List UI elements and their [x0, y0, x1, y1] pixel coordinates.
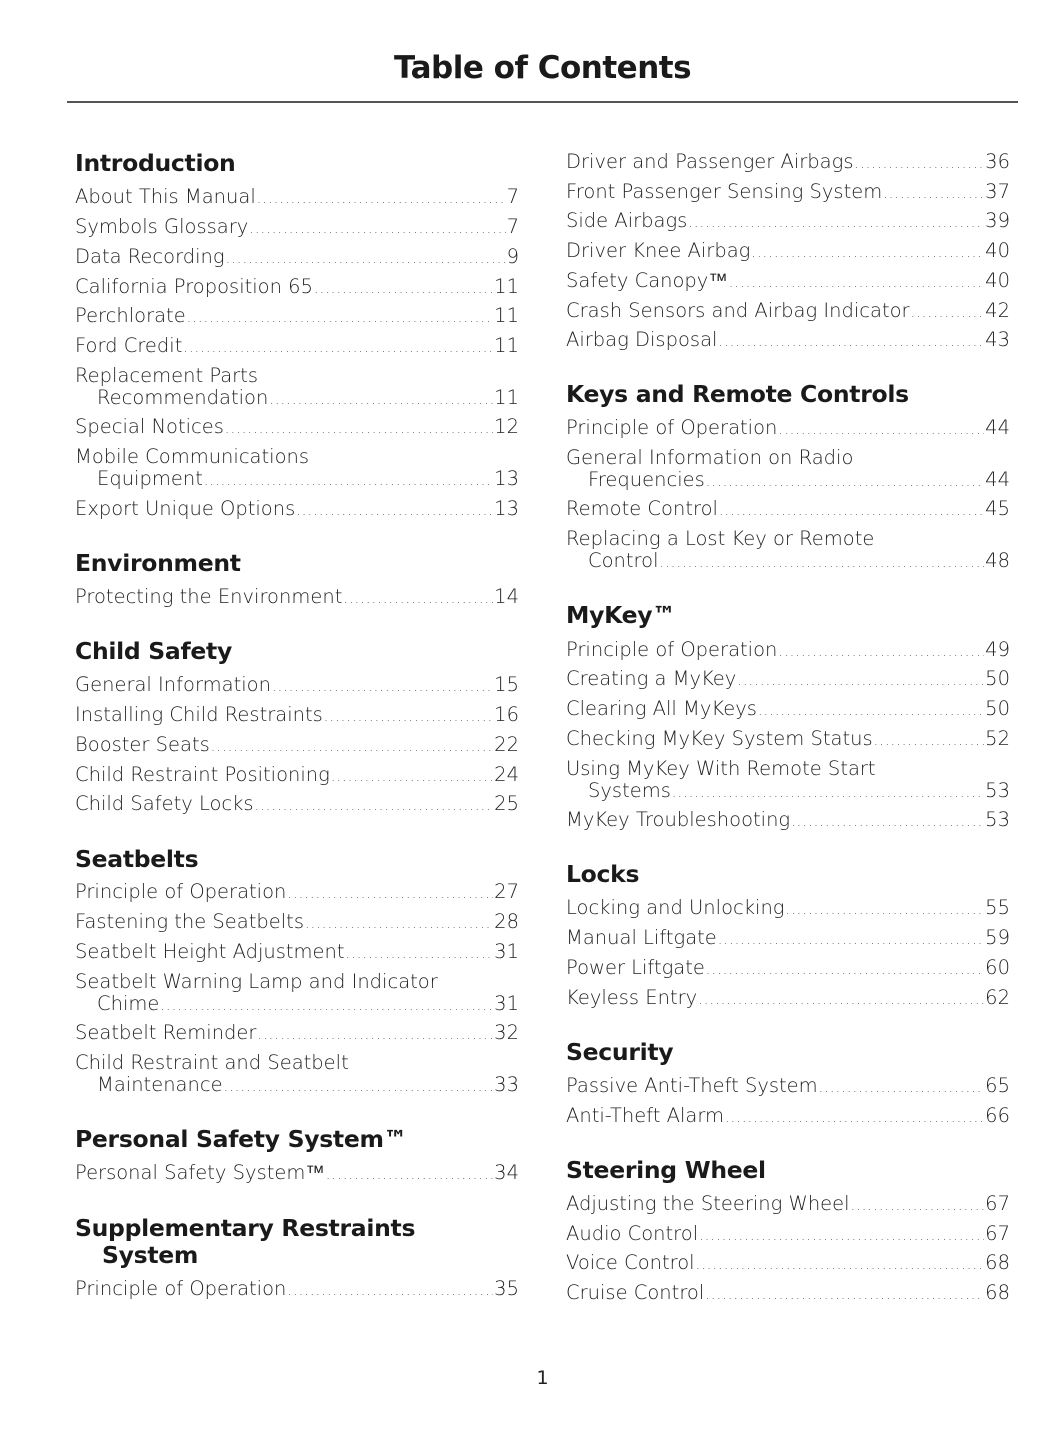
- toc-entry-page-number: 16: [494, 703, 519, 726]
- toc-entry-anti-theft-alarm[interactable]: [566, 1105, 1010, 1129]
- dot-leader: [698, 989, 984, 1011]
- toc-entry-replacement-parts-recommendation[interactable]: [75, 365, 519, 411]
- toc-entry-page-number: 50: [985, 697, 1010, 720]
- dot-leader: [672, 782, 984, 804]
- dot-leader: [346, 943, 494, 965]
- toc-entry-clearing-all-mykeys[interactable]: [566, 698, 1010, 722]
- toc-entry-page-number: 15: [494, 673, 519, 696]
- toc-entry-label: Crash Sensors and Airbag Indicator: [566, 299, 910, 322]
- toc-entry-page-number: 53: [985, 779, 1010, 802]
- toc-entry-symbols-glossary[interactable]: [75, 216, 519, 240]
- toc-entry-page-number: 52: [985, 727, 1010, 750]
- toc-entry-page-number: 62: [985, 986, 1010, 1009]
- toc-entry-general-information[interactable]: [75, 674, 519, 698]
- toc-entry-page-number: 49: [985, 638, 1010, 661]
- toc-entry-locking-and-unlocking[interactable]: [566, 897, 1010, 921]
- toc-entry-page-number: 53: [985, 808, 1010, 831]
- toc-entry-label: Using MyKey With Remote Start: [566, 757, 876, 780]
- title-divider: [67, 101, 1018, 103]
- dot-leader: [257, 188, 506, 210]
- dot-leader: [187, 307, 493, 329]
- toc-entry-label: Adjusting the Steering Wheel: [566, 1192, 850, 1215]
- toc-entry-page-number: 65: [985, 1074, 1010, 1097]
- toc-entry-page-number: 27: [494, 880, 519, 903]
- dot-leader: [257, 1024, 493, 1046]
- toc-entry-label: Seatbelt Warning Lamp and Indicator: [75, 970, 438, 993]
- section-heading-text: System: [102, 1241, 199, 1269]
- dot-leader: [343, 588, 493, 610]
- dot-leader: [854, 153, 984, 175]
- dot-leader: [737, 670, 984, 692]
- dot-leader: [911, 302, 985, 324]
- section-heading-child-safety: [75, 638, 232, 665]
- toc-entry-label: Ford Credit: [75, 334, 183, 357]
- toc-entry-mykey-troubleshooting[interactable]: [566, 809, 1010, 833]
- toc-entry-label: Checking MyKey System Status: [566, 727, 873, 750]
- toc-entry-remote-control[interactable]: [566, 498, 1010, 522]
- toc-entry-label: Protecting the Environment: [75, 585, 343, 608]
- toc-entry-label: Creating a MyKey: [566, 667, 737, 690]
- toc-entry-page-number: 67: [985, 1222, 1010, 1245]
- toc-entry-crash-sensors-and-airbag-indicator[interactable]: [566, 300, 1010, 324]
- dot-leader: [706, 471, 984, 493]
- toc-entry-label: Passive Anti-Theft System: [566, 1074, 818, 1097]
- dot-leader: [778, 641, 984, 663]
- toc-entry-page-number: 40: [985, 239, 1010, 262]
- toc-entry-page-number: 11: [494, 334, 519, 357]
- section-heading-text: Keys and Remote Controls: [566, 380, 909, 408]
- toc-entry-page-number: 48: [985, 549, 1010, 572]
- section-heading-seatbelts: [75, 846, 198, 873]
- toc-entry-label: Seatbelt Reminder: [75, 1021, 257, 1044]
- toc-entry-page-number: 14: [494, 585, 519, 608]
- dot-leader: [706, 959, 984, 981]
- toc-entry-label: Locking and Unlocking: [566, 896, 785, 919]
- dot-leader: [758, 700, 984, 722]
- dot-leader: [211, 736, 493, 758]
- toc-entry-page-number: 67: [985, 1192, 1010, 1215]
- toc-entry-fastening-the-seatbelts[interactable]: [75, 911, 519, 935]
- dot-leader: [296, 500, 493, 522]
- toc-entry-front-passenger-sensing-system[interactable]: [566, 181, 1010, 205]
- section-heading-steering-wheel: [566, 1157, 766, 1184]
- toc-entry-page-number: 43: [985, 328, 1010, 351]
- toc-entry-child-restraint-positioning[interactable]: [75, 764, 519, 788]
- toc-entry-label: Fastening the Seatbelts: [75, 910, 304, 933]
- toc-entry-page-number: 35: [494, 1277, 519, 1300]
- dot-leader: [725, 1107, 984, 1129]
- toc-entry-adjusting-the-steering-wheel[interactable]: [566, 1193, 1010, 1217]
- toc-entry-label: Airbag Disposal: [566, 328, 718, 351]
- toc-entry-label: Seatbelt Height Adjustment: [75, 940, 345, 963]
- toc-entry-label: MyKey Troubleshooting: [566, 808, 791, 831]
- toc-entry-installing-child-restraints[interactable]: [75, 704, 519, 728]
- toc-entry-label: Recommendation: [97, 386, 269, 409]
- toc-entry-label: Control: [588, 549, 659, 572]
- toc-entry-label: Replacement Parts: [75, 364, 258, 387]
- toc-entry-label: General Information: [75, 673, 271, 696]
- dot-leader: [851, 1195, 985, 1217]
- toc-entry-label: Front Passenger Sensing System: [566, 180, 883, 203]
- toc-entry-data-recording[interactable]: [75, 246, 519, 270]
- toc-entry-label: Personal Safety System™: [75, 1161, 325, 1184]
- toc-entry-page-number: 24: [494, 763, 519, 786]
- toc-entry-passive-anti-theft-system[interactable]: [566, 1075, 1010, 1099]
- section-heading-text: Seatbelts: [75, 845, 199, 873]
- dot-leader: [778, 419, 984, 441]
- toc-entry-page-number: 44: [985, 468, 1010, 491]
- toc-entry-label: Child Safety Locks: [75, 792, 254, 815]
- toc-entry-page-number: 37: [985, 180, 1010, 203]
- dot-leader: [883, 183, 984, 205]
- section-heading-keys-and-remote-controls: [566, 381, 909, 408]
- toc-entry-airbag-disposal[interactable]: [566, 329, 1010, 353]
- toc-entry-using-mykey-with-remote-start-systems[interactable]: [566, 758, 1010, 804]
- toc-entry-page-number: 32: [494, 1021, 519, 1044]
- dot-leader: [331, 766, 493, 788]
- toc-entry-page-number: 31: [494, 940, 519, 963]
- toc-entry-child-restraint-and-seatbelt-maintenance[interactable]: [75, 1052, 519, 1098]
- toc-entry-label: Principle of Operation: [566, 638, 778, 661]
- dot-leader: [719, 500, 984, 522]
- dot-leader: [255, 795, 494, 817]
- dot-leader: [705, 1284, 984, 1306]
- section-heading-text: MyKey™: [566, 601, 676, 629]
- dot-leader: [819, 1077, 985, 1099]
- dot-leader: [751, 242, 984, 264]
- dot-leader: [287, 883, 493, 905]
- toc-entry-page-number: 60: [985, 956, 1010, 979]
- toc-entry-page-number: 36: [985, 150, 1010, 173]
- toc-entry-page-number: 11: [494, 386, 519, 409]
- dot-leader: [225, 418, 493, 440]
- toc-entry-ford-credit[interactable]: [75, 335, 519, 359]
- toc-entry-page-number: 42: [985, 299, 1010, 322]
- section-heading-supplementary-restraints-system: [75, 1215, 415, 1269]
- dot-leader: [269, 389, 493, 411]
- toc-entry-booster-seats[interactable]: [75, 734, 519, 758]
- toc-entry-page-number: 25: [494, 792, 519, 815]
- toc-entry-label: Replacing a Lost Key or Remote: [566, 527, 875, 550]
- page-number: 1: [536, 1367, 549, 1389]
- toc-entry-label: Equipment: [97, 467, 203, 490]
- toc-entry-page-number: 66: [985, 1104, 1010, 1127]
- toc-entry-page-number: 68: [985, 1251, 1010, 1274]
- toc-entry-manual-liftgate[interactable]: [566, 927, 1010, 951]
- toc-entry-keyless-entry[interactable]: [566, 987, 1010, 1011]
- toc-entry-cruise-control[interactable]: [566, 1282, 1010, 1306]
- toc-entry-special-notices[interactable]: [75, 416, 519, 440]
- dot-leader: [160, 995, 493, 1017]
- toc-entry-export-unique-options[interactable]: [75, 498, 519, 522]
- toc-entry-page-number: 7: [506, 215, 519, 238]
- toc-entry-label: Installing Child Restraints: [75, 703, 323, 726]
- toc-entry-label: About This Manual: [75, 185, 256, 208]
- toc-entry-principle-of-operation[interactable]: [75, 881, 519, 905]
- dot-leader: [729, 272, 984, 294]
- toc-entry-label: Principle of Operation: [75, 1277, 287, 1300]
- section-heading-text: Locks: [566, 860, 640, 888]
- toc-entry-label: Clearing All MyKeys: [566, 697, 757, 720]
- toc-entry-label: Power Liftgate: [566, 956, 705, 979]
- dot-leader: [718, 929, 984, 951]
- toc-entry-page-number: 40: [985, 269, 1010, 292]
- toc-entry-label: Maintenance: [97, 1073, 223, 1096]
- toc-entry-page-number: 50: [985, 667, 1010, 690]
- dot-leader: [324, 706, 493, 728]
- dot-leader: [224, 1076, 494, 1098]
- toc-entry-page-number: 7: [506, 185, 519, 208]
- toc-entry-label: Special Notices: [75, 415, 224, 438]
- dot-leader: [249, 218, 505, 240]
- section-heading-introduction: [75, 150, 236, 177]
- toc-entry-label: Principle of Operation: [566, 416, 778, 439]
- section-heading-text: Security: [566, 1038, 674, 1066]
- toc-entry-page-number: 55: [985, 896, 1010, 919]
- toc-entry-california-proposition-65[interactable]: [75, 276, 519, 300]
- toc-entry-seatbelt-height-adjustment[interactable]: [75, 941, 519, 965]
- toc-entry-seatbelt-reminder[interactable]: [75, 1022, 519, 1046]
- toc-entry-replacing-a-lost-key-or-remote-control[interactable]: [566, 528, 1010, 574]
- toc-entry-page-number: 13: [494, 467, 519, 490]
- toc-entry-page-number: 39: [985, 209, 1010, 232]
- toc-entry-side-airbags[interactable]: [566, 210, 1010, 234]
- toc-entry-label: Booster Seats: [75, 733, 210, 756]
- dot-leader: [314, 278, 493, 300]
- toc-entry-label: Child Restraint and Seatbelt: [75, 1051, 349, 1074]
- section-heading-text: Introduction: [75, 149, 236, 177]
- toc-entry-protecting-the-environment[interactable]: [75, 586, 519, 610]
- dot-leader: [660, 552, 985, 574]
- toc-entry-label: Systems: [588, 779, 671, 802]
- section-heading-text: Personal Safety System™: [75, 1125, 407, 1153]
- toc-entry-page-number: 33: [494, 1073, 519, 1096]
- toc-entry-page-number: 12: [494, 415, 519, 438]
- page-title: Table of Contents: [393, 50, 692, 86]
- dot-leader: [226, 248, 506, 270]
- toc-entry-page-number: 34: [494, 1161, 519, 1184]
- section-heading-text: Environment: [75, 549, 241, 577]
- toc-entry-label: Perchlorate: [75, 304, 186, 327]
- toc-entry-label: Export Unique Options: [75, 497, 296, 520]
- toc-entry-page-number: 59: [985, 926, 1010, 949]
- toc-entry-label: Chime: [97, 992, 160, 1015]
- toc-entry-label: Manual Liftgate: [566, 926, 717, 949]
- dot-leader: [688, 212, 984, 234]
- section-heading-text: Supplementary Restraints: [75, 1214, 416, 1242]
- section-heading-personal-safety-system: [75, 1126, 407, 1153]
- toc-entry-label: Driver Knee Airbag: [566, 239, 751, 262]
- dot-leader: [699, 1225, 984, 1247]
- dot-leader: [791, 811, 984, 833]
- toc-entry-label: Keyless Entry: [566, 986, 698, 1009]
- toc-entry-page-number: 44: [985, 416, 1010, 439]
- dot-leader: [786, 899, 985, 921]
- section-heading-environment: [75, 550, 241, 577]
- toc-entry-safety-canopy[interactable]: [566, 270, 1010, 294]
- section-heading-text: Child Safety: [75, 637, 232, 665]
- toc-entry-page-number: 11: [494, 304, 519, 327]
- toc-entry-page-number: 31: [494, 992, 519, 1015]
- section-heading-security: [566, 1039, 673, 1066]
- toc-entry-label: Child Restraint Positioning: [75, 763, 330, 786]
- toc-entry-general-information-on-radio-frequencies[interactable]: [566, 447, 1010, 493]
- toc-entry-label: Anti-Theft Alarm: [566, 1104, 725, 1127]
- toc-entry-voice-control[interactable]: [566, 1252, 1010, 1276]
- toc-entry-checking-mykey-system-status[interactable]: [566, 728, 1010, 752]
- toc-entry-page-number: 28: [494, 910, 519, 933]
- toc-entry-label: Principle of Operation: [75, 880, 287, 903]
- toc-entry-label: California Proposition 65: [75, 275, 313, 298]
- section-heading-text: Steering Wheel: [566, 1156, 766, 1184]
- toc-entry-label: Safety Canopy™: [566, 269, 728, 292]
- toc-entry-page-number: 45: [985, 497, 1010, 520]
- toc-entry-driver-knee-airbag[interactable]: [566, 240, 1010, 264]
- toc-entry-page-number: 68: [985, 1281, 1010, 1304]
- dot-leader: [326, 1164, 493, 1186]
- toc-entry-seatbelt-warning-lamp-and-indicator-chime[interactable]: [75, 971, 519, 1017]
- toc-entry-label: Data Recording: [75, 245, 225, 268]
- toc-entry-principle-of-operation[interactable]: [75, 1278, 519, 1302]
- toc-entry-audio-control[interactable]: [566, 1223, 1010, 1247]
- toc-entry-child-safety-locks[interactable]: [75, 793, 519, 817]
- dot-leader: [287, 1280, 493, 1302]
- dot-leader: [305, 913, 493, 935]
- dot-leader: [718, 331, 984, 353]
- toc-entry-about-this-manual[interactable]: [75, 186, 519, 210]
- toc-entry-label: Symbols Glossary: [75, 215, 249, 238]
- toc-entry-page-number: 9: [506, 245, 519, 268]
- toc-entry-personal-safety-system[interactable]: [75, 1162, 519, 1186]
- toc-entry-label: Cruise Control: [566, 1281, 705, 1304]
- toc-entry-principle-of-operation[interactable]: [566, 639, 1010, 663]
- toc-entry-label: Voice Control: [566, 1251, 695, 1274]
- toc-entry-page-number: 13: [494, 497, 519, 520]
- toc-entry-page-number: 22: [494, 733, 519, 756]
- section-heading-locks: [566, 861, 639, 888]
- toc-entry-label: Mobile Communications: [75, 445, 310, 468]
- toc-entry-page-number: 11: [494, 275, 519, 298]
- section-heading-mykey: [566, 602, 675, 629]
- toc-entry-perchlorate[interactable]: [75, 305, 519, 329]
- toc-entry-label: General Information on Radio: [566, 446, 854, 469]
- dot-leader: [204, 470, 493, 492]
- dot-leader: [874, 730, 985, 752]
- toc-entry-label: Driver and Passenger Airbags: [566, 150, 854, 173]
- dot-leader: [183, 337, 493, 359]
- toc-entry-principle-of-operation[interactable]: [566, 417, 1010, 441]
- dot-leader: [272, 676, 493, 698]
- dot-leader: [696, 1254, 985, 1276]
- toc-entry-mobile-communications-equipment[interactable]: [75, 446, 519, 492]
- toc-entry-label: Audio Control: [566, 1222, 699, 1245]
- toc-entry-power-liftgate[interactable]: [566, 957, 1010, 981]
- toc-entry-creating-a-mykey[interactable]: [566, 668, 1010, 692]
- toc-entry-label: Frequencies: [588, 468, 705, 491]
- toc-entry-driver-and-passenger-airbags[interactable]: [566, 151, 1010, 175]
- toc-entry-label: Side Airbags: [566, 209, 688, 232]
- toc-entry-label: Remote Control: [566, 497, 718, 520]
